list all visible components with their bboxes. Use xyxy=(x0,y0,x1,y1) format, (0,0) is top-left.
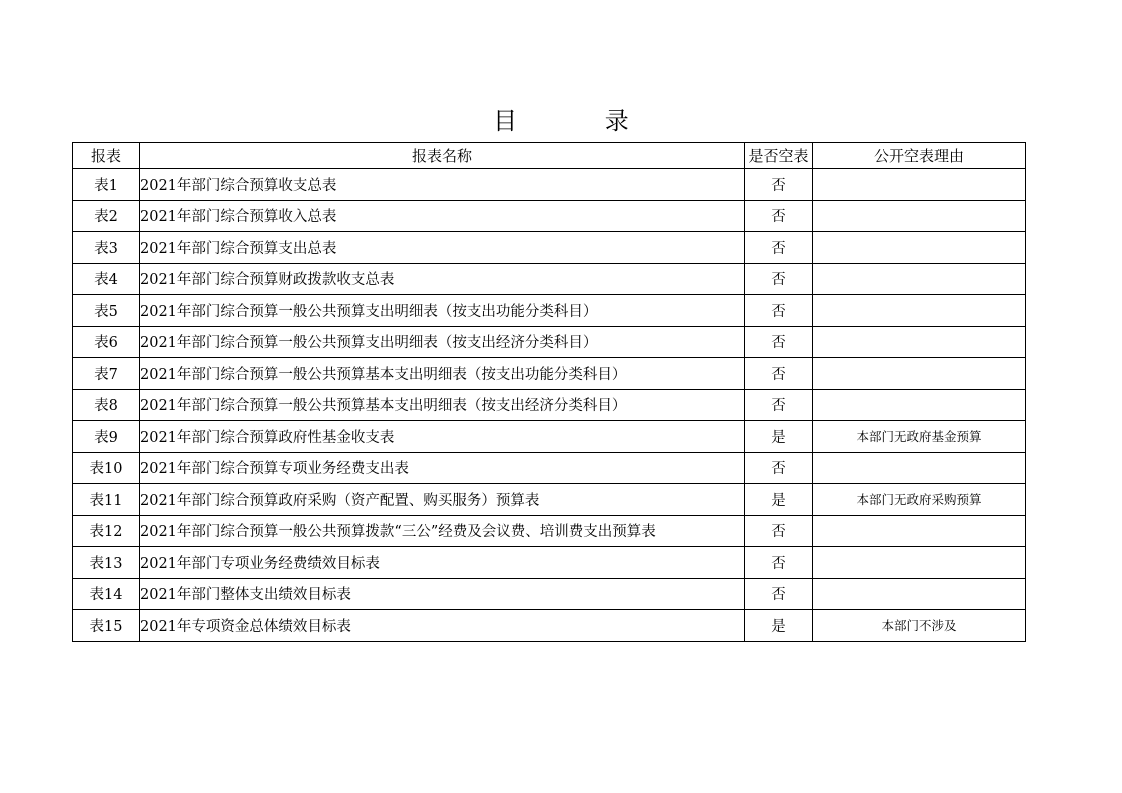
table-row xyxy=(73,169,1026,201)
row-table-no: 表12 xyxy=(73,515,140,547)
row-table-name: 2021年部门综合预算财政拨款收支总表 xyxy=(140,263,745,295)
row-table-name: 2021年部门综合预算一般公共预算拨款“三公”经费及会议费、培训费支出预算表 xyxy=(140,515,745,547)
row-is-empty: 是 xyxy=(745,421,813,453)
row-is-empty: 否 xyxy=(745,263,813,295)
row-empty-reason xyxy=(813,295,1026,327)
row-is-empty: 否 xyxy=(745,200,813,232)
row-empty-reason xyxy=(813,389,1026,421)
header-empty-reason: 公开空表理由 xyxy=(813,143,1026,169)
table-row xyxy=(73,326,1026,358)
row-table-name: 2021年部门综合预算收支总表 xyxy=(140,169,745,201)
row-table-name: 2021年部门综合预算一般公共预算支出明细表（按支出经济分类科目） xyxy=(140,326,745,358)
row-table-name: 2021年部门综合预算专项业务经费支出表 xyxy=(140,452,745,484)
row-is-empty: 是 xyxy=(745,610,813,642)
row-table-name: 2021年部门综合预算政府性基金收支表 xyxy=(140,421,745,453)
row-is-empty: 否 xyxy=(745,295,813,327)
row-table-no: 表4 xyxy=(73,263,140,295)
header-is-empty: 是否空表 xyxy=(745,143,813,169)
row-empty-reason: 本部门不涉及 xyxy=(813,610,1026,642)
header-table-no: 报表 xyxy=(73,143,140,169)
row-table-name: 2021年部门综合预算支出总表 xyxy=(140,232,745,264)
row-table-name: 2021年部门综合预算一般公共预算基本支出明细表（按支出功能分类科目） xyxy=(140,358,745,390)
row-is-empty: 否 xyxy=(745,389,813,421)
table-row xyxy=(73,578,1026,610)
row-table-name: 2021年部门综合预算一般公共预算支出明细表（按支出功能分类科目） xyxy=(140,295,745,327)
row-empty-reason xyxy=(813,578,1026,610)
table-row xyxy=(73,263,1026,295)
page-title: 目 录 xyxy=(493,107,669,135)
table-row xyxy=(73,389,1026,421)
row-table-no: 表2 xyxy=(73,200,140,232)
row-empty-reason xyxy=(813,358,1026,390)
row-table-no: 表7 xyxy=(73,358,140,390)
header-row xyxy=(73,143,1026,169)
table-row xyxy=(73,200,1026,232)
toc-table xyxy=(72,142,1026,642)
row-empty-reason xyxy=(813,547,1026,579)
row-table-name: 2021年部门专项业务经费绩效目标表 xyxy=(140,547,745,579)
row-table-name: 2021年部门综合预算收入总表 xyxy=(140,200,745,232)
table-row xyxy=(73,610,1026,642)
row-table-no: 表1 xyxy=(73,169,140,201)
row-table-no: 表10 xyxy=(73,452,140,484)
row-empty-reason xyxy=(813,326,1026,358)
row-table-name: 2021年专项资金总体绩效目标表 xyxy=(140,610,745,642)
row-table-no: 表9 xyxy=(73,421,140,453)
row-empty-reason xyxy=(813,263,1026,295)
row-table-no: 表14 xyxy=(73,578,140,610)
row-table-no: 表15 xyxy=(73,610,140,642)
table-row xyxy=(73,358,1026,390)
row-empty-reason xyxy=(813,452,1026,484)
row-table-name: 2021年部门综合预算政府采购（资产配置、购买服务）预算表 xyxy=(140,484,745,516)
row-is-empty: 否 xyxy=(745,452,813,484)
row-empty-reason: 本部门无政府基金预算 xyxy=(813,421,1026,453)
row-is-empty: 否 xyxy=(745,578,813,610)
table-row xyxy=(73,421,1026,453)
row-is-empty: 否 xyxy=(745,515,813,547)
row-is-empty: 否 xyxy=(745,358,813,390)
row-table-no: 表13 xyxy=(73,547,140,579)
table-row xyxy=(73,452,1026,484)
table-row xyxy=(73,295,1026,327)
table-row xyxy=(73,484,1026,516)
row-table-no: 表8 xyxy=(73,389,140,421)
row-empty-reason: 本部门无政府采购预算 xyxy=(813,484,1026,516)
table-row xyxy=(73,232,1026,264)
table-row xyxy=(73,515,1026,547)
row-is-empty: 否 xyxy=(745,547,813,579)
row-is-empty: 否 xyxy=(745,232,813,264)
row-is-empty: 是 xyxy=(745,484,813,516)
row-table-no: 表6 xyxy=(73,326,140,358)
row-table-name: 2021年部门整体支出绩效目标表 xyxy=(140,578,745,610)
row-table-no: 表11 xyxy=(73,484,140,516)
row-empty-reason xyxy=(813,169,1026,201)
table-row xyxy=(73,547,1026,579)
row-table-no: 表5 xyxy=(73,295,140,327)
row-is-empty: 否 xyxy=(745,169,813,201)
header-table-name: 报表名称 xyxy=(140,143,745,169)
row-table-no: 表3 xyxy=(73,232,140,264)
row-empty-reason xyxy=(813,515,1026,547)
row-is-empty: 否 xyxy=(745,326,813,358)
row-table-name: 2021年部门综合预算一般公共预算基本支出明细表（按支出经济分类科目） xyxy=(140,389,745,421)
row-empty-reason xyxy=(813,232,1026,264)
row-empty-reason xyxy=(813,200,1026,232)
